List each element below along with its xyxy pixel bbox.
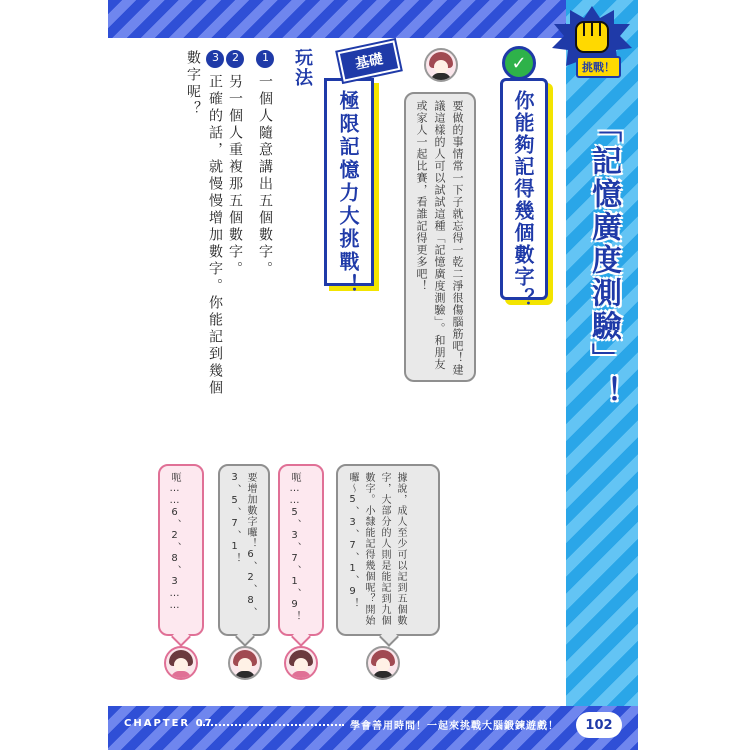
- footer-title: 學會善用時間！一起來挑戰大腦鍛鍊遊戲！: [350, 721, 559, 732]
- dialogue-text: 呃……5、3、7、1、9！: [289, 472, 300, 622]
- book-page: [108, 0, 638, 750]
- section-subtitle: 你能夠記得幾個數字？: [511, 90, 535, 310]
- rule-text: 另一個人重複那五個數字。: [227, 74, 243, 278]
- rule-text: 正確的話，就慢慢增加數字。你能記到幾個數字呢？: [185, 50, 223, 397]
- rule-number: 3: [206, 50, 224, 68]
- avatar: [424, 48, 458, 82]
- check-icon: ✓: [502, 46, 536, 80]
- challenge-badge-label: 挑戰！: [576, 56, 621, 78]
- rule-text: 一個人隨意講出五個數字。: [257, 74, 273, 278]
- page-number: 102: [576, 712, 622, 738]
- dialogue-text: 要增加數字囉！6、2、8、3、5、7、1！: [229, 472, 256, 618]
- page-title: 「記憶廣度測驗」！: [586, 112, 621, 409]
- rule-item: [224, 50, 246, 278]
- challenge-title: 極限記憶力大挑戰！: [336, 90, 360, 297]
- avatar: [284, 646, 318, 680]
- basic-tag: 基礎: [338, 40, 401, 81]
- dialogue-text: 據說，成人至少可以記到五個數字，大部分的人則是能記到九個數字。小隸能記得幾個呢？開始囉～5、3、7、1、9！: [347, 472, 406, 626]
- rule-item: [182, 50, 226, 410]
- avatar: [228, 646, 262, 680]
- rule-number: 1: [256, 50, 274, 68]
- avatar: [164, 646, 198, 680]
- dialogue-text: 呃……6、2、8、3……: [169, 472, 180, 612]
- rule-number: 2: [226, 50, 244, 68]
- avatar: [366, 646, 400, 680]
- rules-heading: 玩法: [292, 48, 313, 88]
- footer-divider: [200, 724, 344, 726]
- rule-item: [254, 50, 276, 278]
- intro-text: 要做的事情常一下子就忘得一乾二淨很傷腦筋吧！建議這樣的人可以試試這種「記憶廣度測驗」。和朋友或家人一起比賽，看誰記得更多吧！: [415, 100, 464, 376]
- chapter-label: CHAPTER 07: [124, 718, 214, 729]
